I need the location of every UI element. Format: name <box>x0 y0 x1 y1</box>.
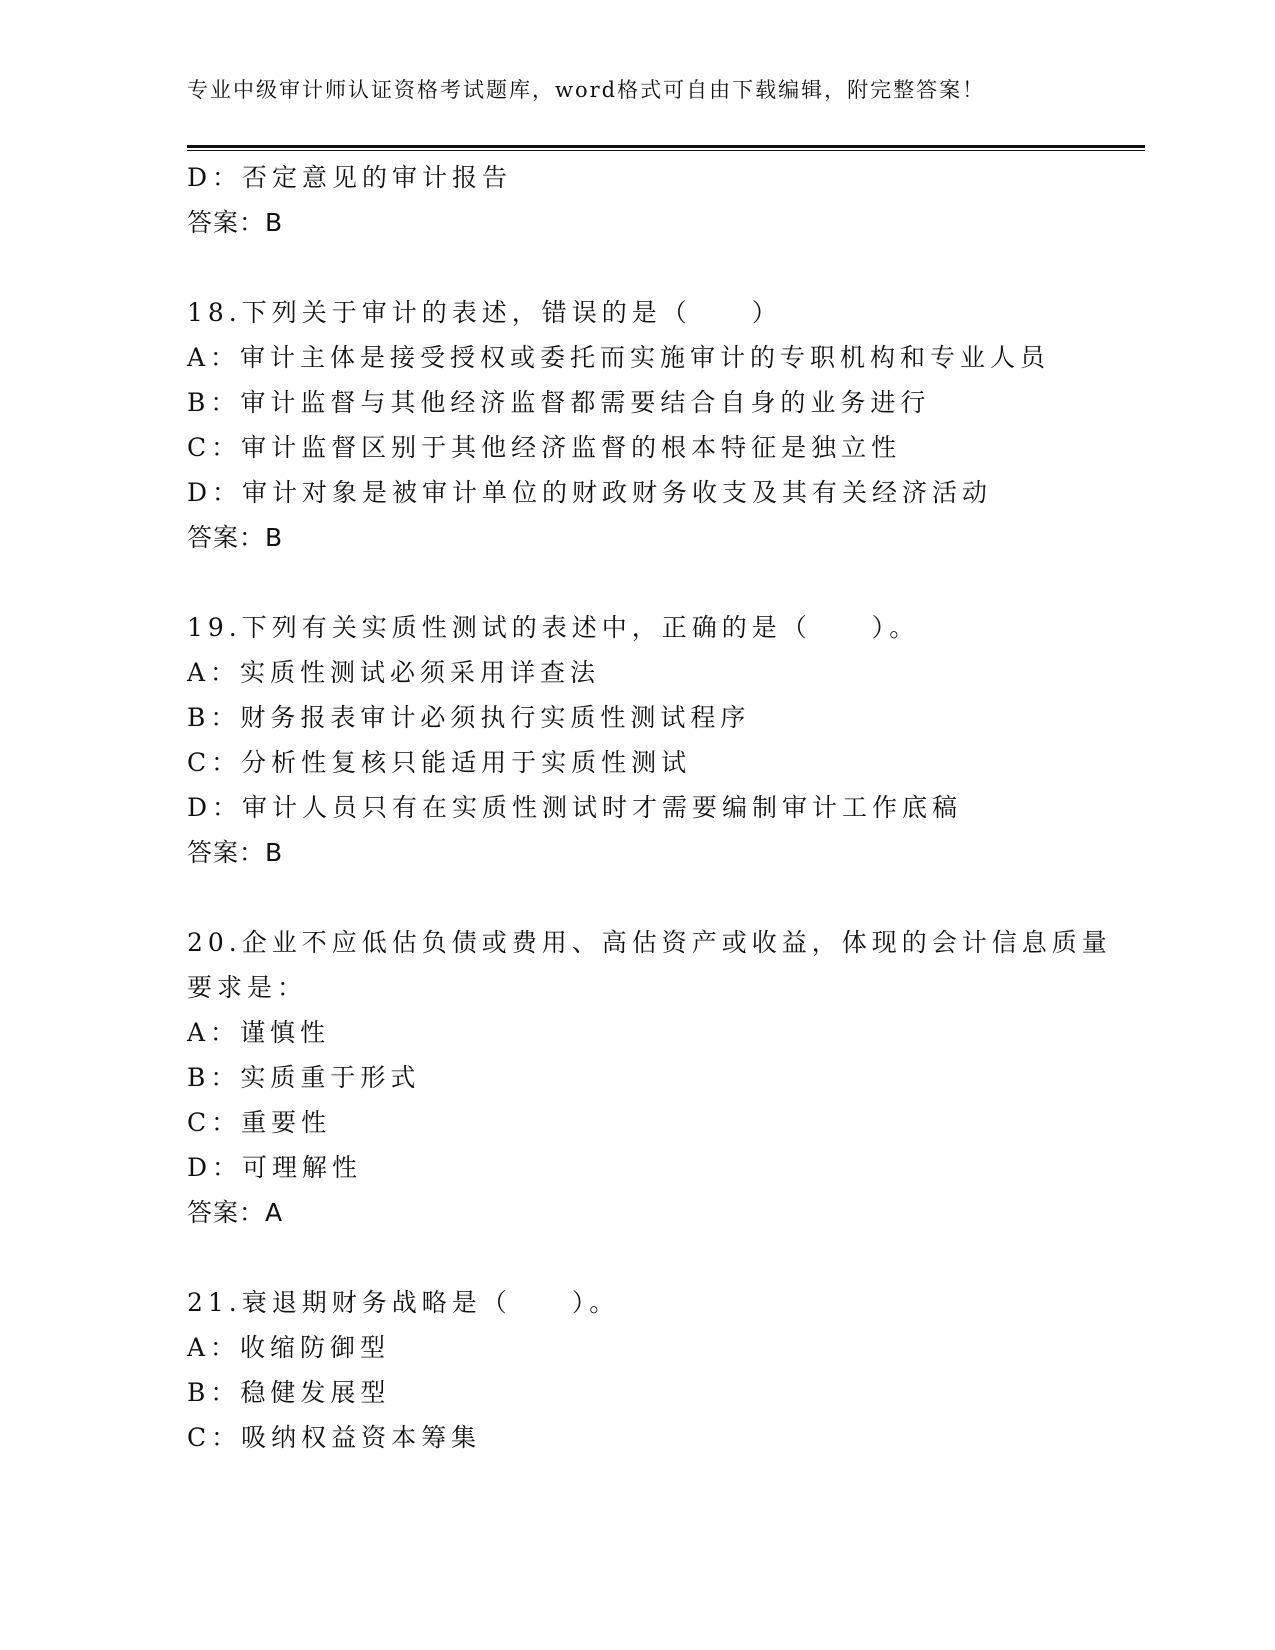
header-divider-thin <box>187 150 1145 151</box>
question-21-option-b: B：稳健发展型 <box>187 1378 391 1407</box>
page-header: 专业中级审计师认证资格考试题库，word格式可自由下载编辑，附完整答案！ <box>187 78 986 102</box>
question-19-option-d: D：审计人员只有在实质性测试时才需要编制审计工作底稿 <box>187 793 963 822</box>
question-17-option-d: D：否定意见的审计报告 <box>187 163 513 192</box>
question-21-option-a: A：收缩防御型 <box>187 1333 391 1362</box>
question-18-option-d: D：审计对象是被审计单位的财政财务收支及其有关经济活动 <box>187 478 993 507</box>
question-20-answer: 答案：A <box>187 1198 284 1227</box>
question-20-option-b: B：实质重于形式 <box>187 1063 421 1092</box>
spacer <box>187 560 1145 605</box>
question-21-option-c: C：吸纳权益资本筹集 <box>187 1423 482 1452</box>
question-19-answer: 答案：B <box>187 838 284 867</box>
question-18-stem: 18.下列关于审计的表述，错误的是（ ） <box>187 298 782 327</box>
question-19-option-c: C：分析性复核只能适用于实质性测试 <box>187 748 692 777</box>
question-19-option-b: B：财务报表审计必须执行实质性测试程序 <box>187 703 751 732</box>
question-20-option-a: A：谨慎性 <box>187 1018 331 1047</box>
question-list <box>187 155 1145 1460</box>
question-21-stem: 21.衰退期财务战略是（ ）。 <box>187 1288 620 1317</box>
spacer <box>187 875 1145 920</box>
header-divider-thick <box>187 145 1145 148</box>
spacer <box>187 245 1145 290</box>
question-19-option-a: A：实质性测试必须采用详查法 <box>187 658 601 687</box>
spacer <box>187 1235 1145 1280</box>
question-17-answer: 答案：B <box>187 208 284 237</box>
question-18-answer: 答案：B <box>187 523 284 552</box>
question-20-option-c: C：重要性 <box>187 1108 332 1137</box>
question-18-option-b: B：审计监督与其他经济监督都需要结合自身的业务进行 <box>187 388 931 417</box>
question-20-stem-line-1: 20.企业不应低估负债或费用、高估资产或收益，体现的会计信息质量 <box>187 928 1112 957</box>
question-18-option-a: A：审计主体是接受授权或委托而实施审计的专职机构和专业人员 <box>187 343 1051 372</box>
question-20-stem-line-2: 要求是： <box>187 973 308 1002</box>
question-19-stem: 19.下列有关实质性测试的表述中，正确的是（ ）。 <box>187 613 920 642</box>
question-18-option-c: C：审计监督区别于其他经济监督的根本特征是独立性 <box>187 433 902 462</box>
question-20-option-d: D：可理解性 <box>187 1153 363 1182</box>
